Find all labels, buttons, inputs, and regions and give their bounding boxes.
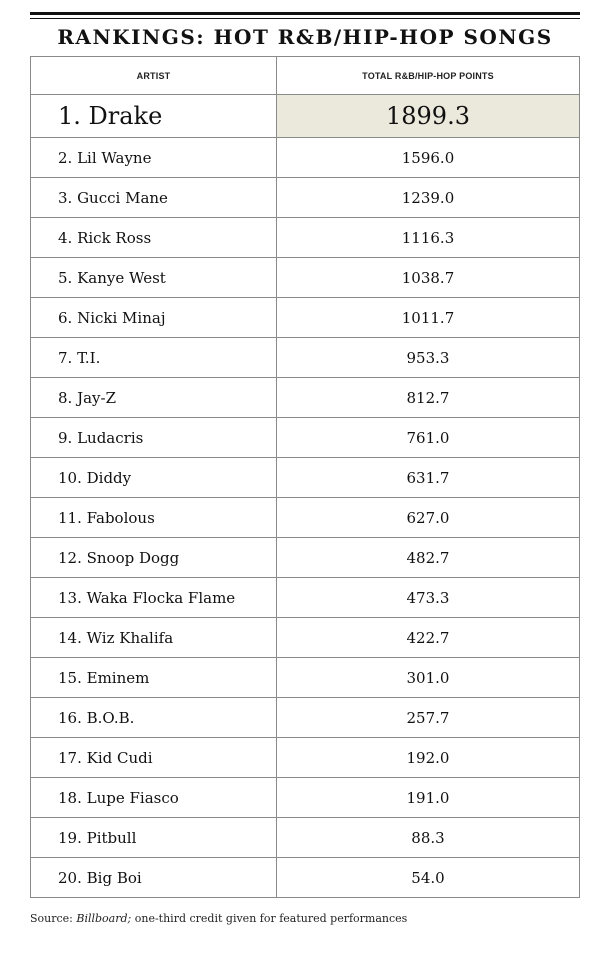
title-rule-thin: [30, 18, 580, 19]
points-cell: 953.3: [277, 338, 580, 378]
title-rule-thick: [30, 12, 580, 15]
artist-cell: 4. Rick Ross: [31, 218, 277, 258]
points-cell: 301.0: [277, 658, 580, 698]
points-cell: 1596.0: [277, 138, 580, 178]
table-row: [31, 538, 580, 578]
artist-cell: 15. Eminem: [31, 658, 277, 698]
points-cell: 1038.7: [277, 258, 580, 298]
table-row: [31, 698, 580, 738]
table-row: [31, 738, 580, 778]
rankings-body: [31, 95, 580, 898]
artist-cell: 8. Jay-Z: [31, 378, 277, 418]
points-cell: 627.0: [277, 498, 580, 538]
points-cell: 191.0: [277, 778, 580, 818]
artist-cell: 1. Drake: [31, 95, 277, 138]
table-row: [31, 95, 580, 138]
header-row: [31, 57, 580, 95]
table-row: [31, 498, 580, 538]
artist-cell: 11. Fabolous: [31, 498, 277, 538]
table-row: [31, 818, 580, 858]
points-cell: 422.7: [277, 618, 580, 658]
artist-cell: 3. Gucci Mane: [31, 178, 277, 218]
points-cell: 761.0: [277, 418, 580, 458]
points-cell: 1899.3: [277, 95, 580, 138]
table-row: [31, 578, 580, 618]
artist-cell: 17. Kid Cudi: [31, 738, 277, 778]
table-row: [31, 138, 580, 178]
table-row: [31, 258, 580, 298]
artist-cell: 5. Kanye West: [31, 258, 277, 298]
artist-cell: 14. Wiz Khalifa: [31, 618, 277, 658]
points-cell: 1011.7: [277, 298, 580, 338]
artist-cell: 7. T.I.: [31, 338, 277, 378]
table-row: [31, 338, 580, 378]
column-header-artist: ARTIST: [31, 57, 277, 95]
points-cell: 192.0: [277, 738, 580, 778]
artist-cell: 2. Lil Wayne: [31, 138, 277, 178]
artist-cell: 10. Diddy: [31, 458, 277, 498]
points-cell: 482.7: [277, 538, 580, 578]
source-publication: Billboard;: [76, 912, 132, 925]
artist-cell: 19. Pitbull: [31, 818, 277, 858]
table-row: [31, 378, 580, 418]
artist-cell: 20. Big Boi: [31, 858, 277, 898]
points-cell: 257.7: [277, 698, 580, 738]
source-detail: one-third credit given for featured performances: [131, 912, 408, 925]
points-cell: 88.3: [277, 818, 580, 858]
artist-cell: 18. Lupe Fiasco: [31, 778, 277, 818]
artist-cell: 13. Waka Flocka Flame: [31, 578, 277, 618]
table-row: [31, 218, 580, 258]
table-row: [31, 858, 580, 898]
table-row: [31, 458, 580, 498]
table-row: [31, 778, 580, 818]
table-row: [31, 418, 580, 458]
table-row: [31, 298, 580, 338]
source-label: Source:: [30, 912, 77, 925]
table-row: [31, 618, 580, 658]
source-note: [30, 912, 407, 925]
artist-cell: 12. Snoop Dogg: [31, 538, 277, 578]
table-row: [31, 658, 580, 698]
rankings-table: [30, 56, 580, 898]
points-cell: 1239.0: [277, 178, 580, 218]
points-cell: 631.7: [277, 458, 580, 498]
artist-cell: 9. Ludacris: [31, 418, 277, 458]
chart-title: RANKINGS: HOT R&B/HIP-HOP SONGS: [57, 25, 553, 49]
points-cell: 812.7: [277, 378, 580, 418]
artist-cell: 6. Nicki Minaj: [31, 298, 277, 338]
points-cell: 54.0: [277, 858, 580, 898]
artist-cell: 16. B.O.B.: [31, 698, 277, 738]
column-header-points: TOTAL R&B/HIP-HOP POINTS: [277, 57, 580, 95]
points-cell: 1116.3: [277, 218, 580, 258]
points-cell: 473.3: [277, 578, 580, 618]
table-row: [31, 178, 580, 218]
